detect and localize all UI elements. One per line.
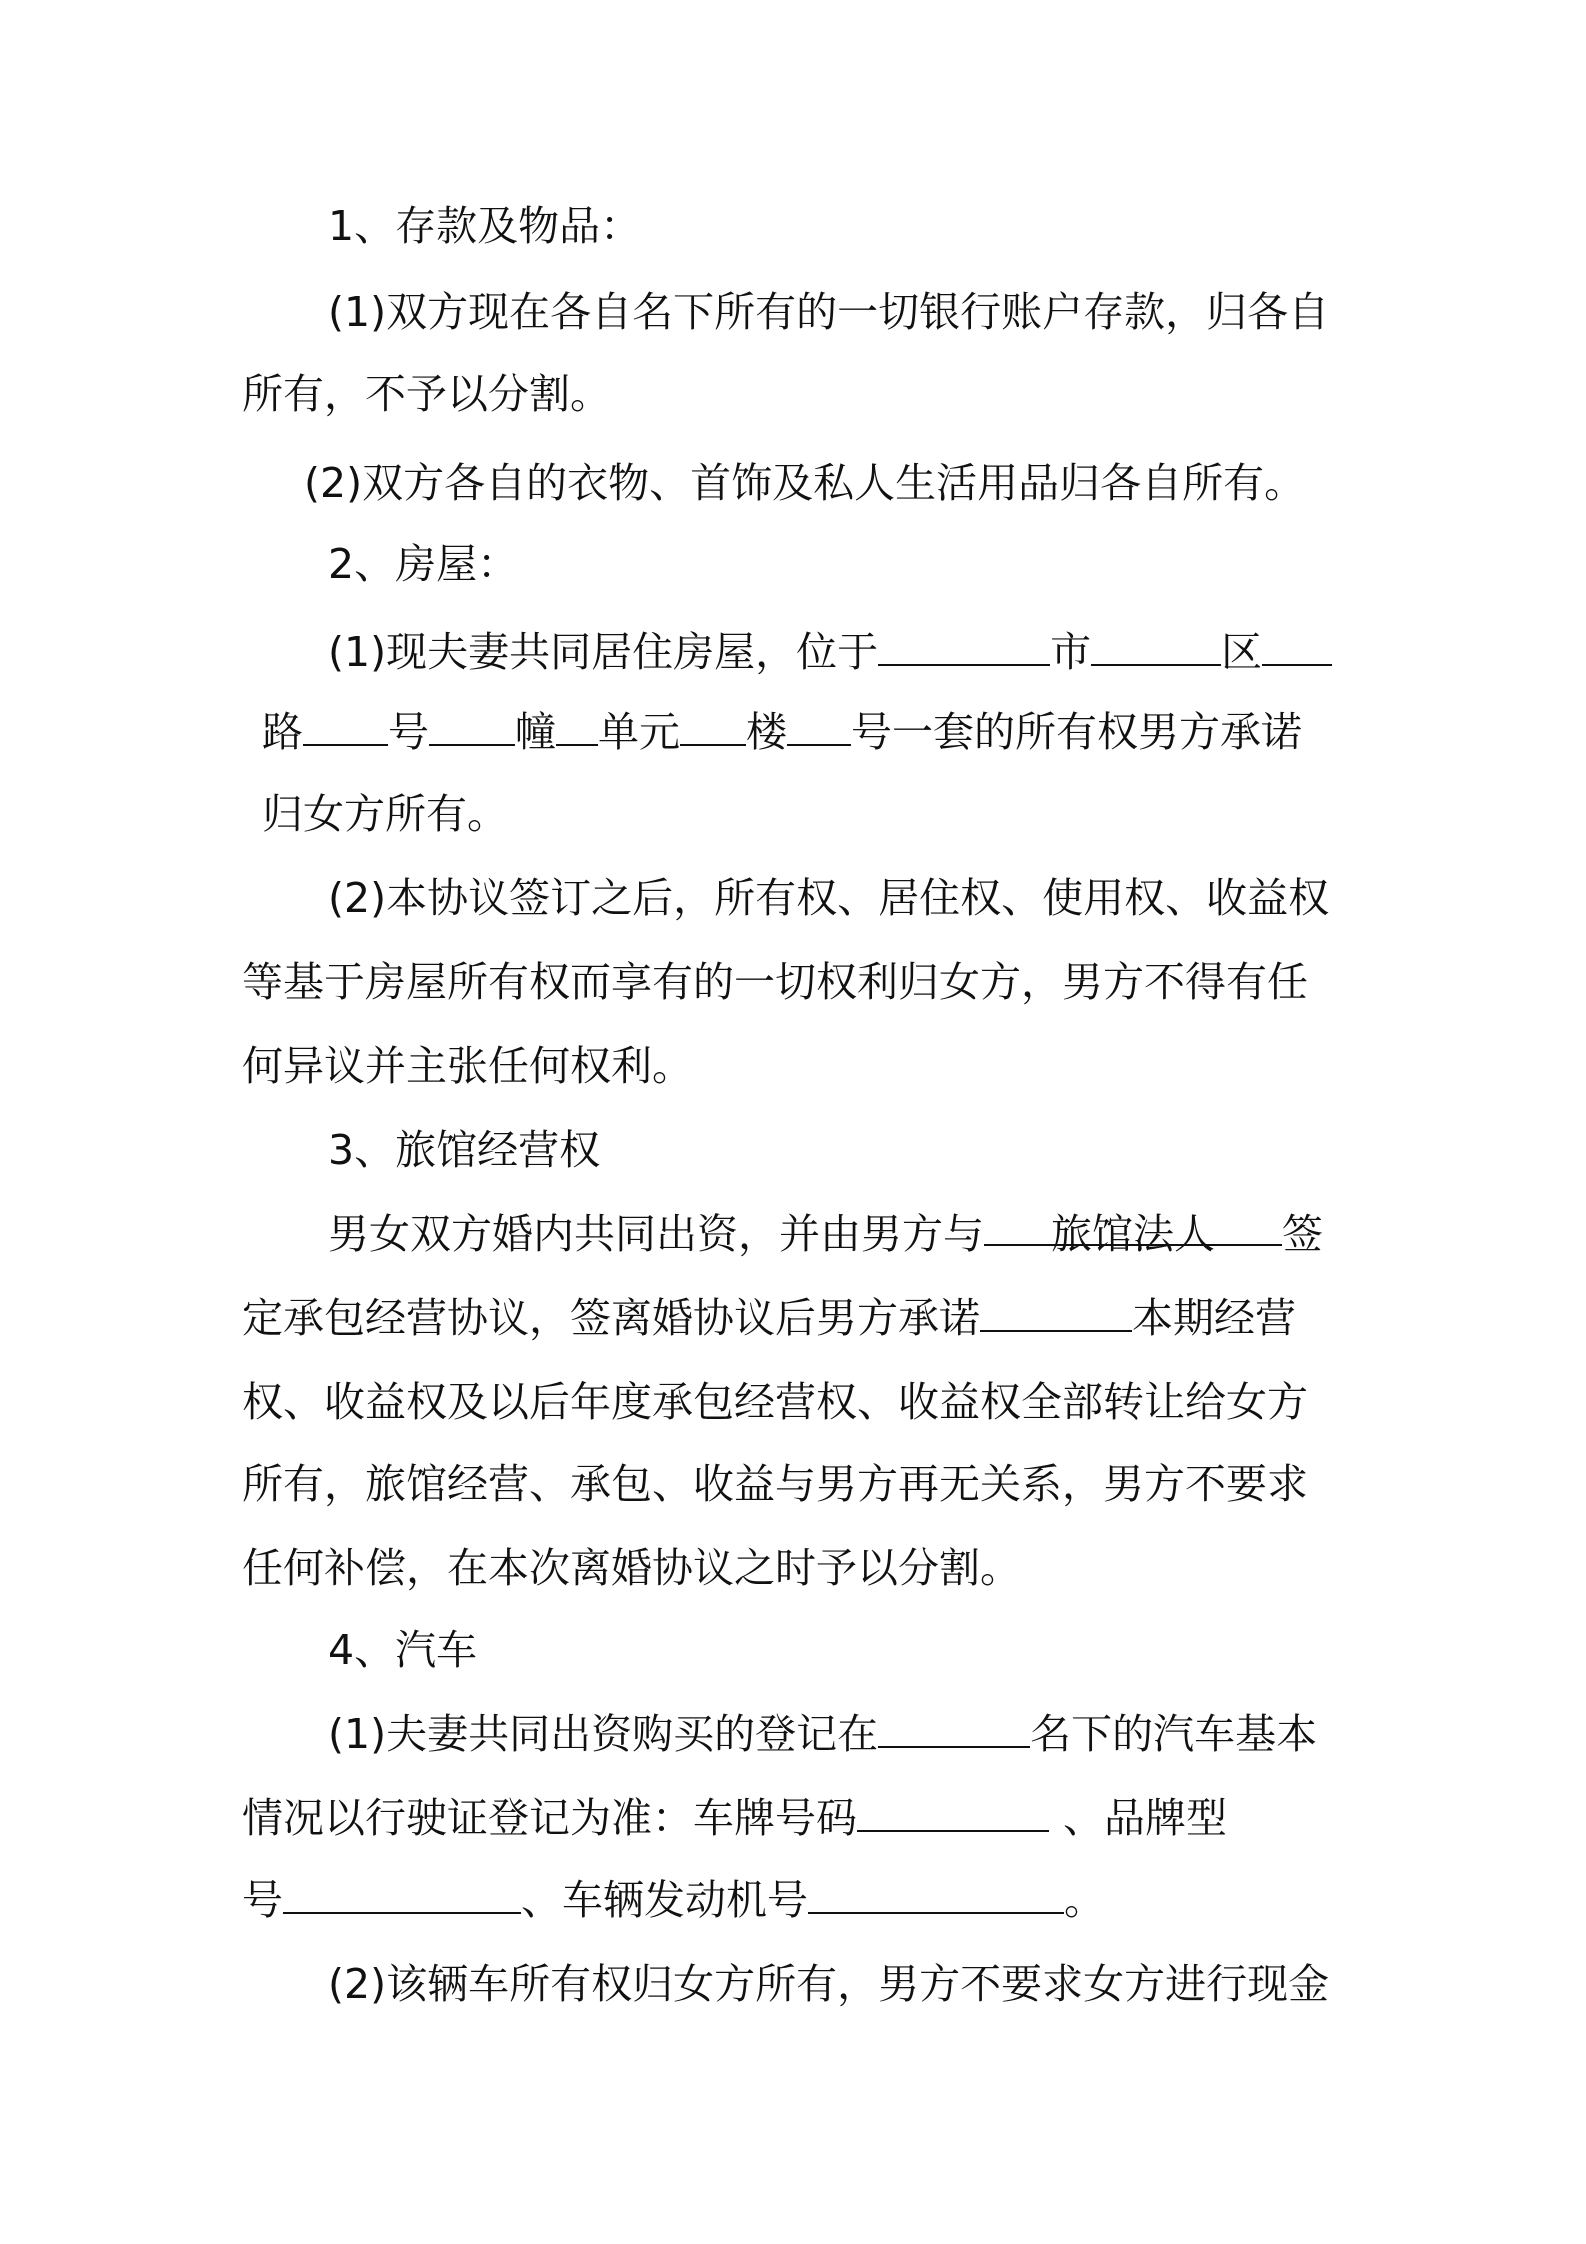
section-4-para-1-line-1 <box>328 1706 1317 1762</box>
section-4-para-1-line-3 <box>242 1872 1105 1928</box>
address-tail-text: 号一套的所有权男方承诺 <box>851 708 1302 756</box>
section-2-para-1-line-1 <box>328 624 1332 680</box>
section-3-line-3: 权、收益权及以后年度承包经营权、收益权全部转让给女方 <box>242 1378 1308 1426</box>
road-label: 路 <box>262 708 303 756</box>
plate-number-blank[interactable] <box>857 1792 1049 1832</box>
section-2-heading: 2、房屋： <box>328 540 519 588</box>
hotel-sign-text: 签 <box>1282 1210 1323 1258</box>
section-3-line-2 <box>242 1290 1296 1346</box>
section-2-para-1-line-2 <box>262 704 1302 760</box>
building-label: 幢 <box>515 708 556 756</box>
hotel-legal-person-field[interactable] <box>984 1206 1282 1258</box>
section-3-line-5: 任何补偿，在本次离婚协议之时予以分割。 <box>242 1544 1021 1592</box>
section-2-para-2-line-1: (2)本协议签订之后，所有权、居住权、使用权、收益权 <box>328 874 1330 922</box>
section-1-heading: 1、存款及物品： <box>328 202 642 250</box>
unit-label: 单元 <box>598 708 680 756</box>
section-2-para-2-line-2: 等基于房屋所有权而享有的一切权利归女方，男方不得有任 <box>242 958 1308 1006</box>
number-blank[interactable] <box>303 706 388 746</box>
section-2-para-1-line-3: 归女方所有。 <box>262 790 508 838</box>
district-blank[interactable] <box>1091 626 1221 666</box>
engine-number-label: 、车辆发动机号 <box>521 1876 808 1924</box>
road-blank[interactable] <box>1262 626 1332 666</box>
sentence-end-mark: 。 <box>1064 1876 1105 1924</box>
city-label: 市 <box>1050 628 1092 676</box>
section-2-para-2-line-3: 何异议并主张任何权利。 <box>242 1042 693 1090</box>
hotel-lead-text: 男女双方婚内共同出资，并由男方与 <box>328 1210 984 1258</box>
city-blank[interactable] <box>878 626 1050 666</box>
floor-blank[interactable] <box>680 706 746 746</box>
section-1-para-1-line-2: 所有，不予以分割。 <box>242 370 611 418</box>
car-owner-tail-text: 名下的汽车基本 <box>1030 1710 1318 1758</box>
engine-number-blank[interactable] <box>808 1874 1064 1914</box>
room-blank[interactable] <box>787 706 851 746</box>
section-4-heading: 4、汽车 <box>328 1626 478 1674</box>
hotel-contract-text: 定承包经营协议，签离婚协议后男方承诺 <box>242 1294 980 1342</box>
district-label: 区 <box>1221 628 1263 676</box>
brand-model-blank[interactable] <box>283 1874 521 1914</box>
hotel-period-text: 本期经营 <box>1132 1294 1296 1342</box>
section-4-para-1-line-2 <box>242 1790 1227 1846</box>
car-lead-text: (1)夫妻共同出资购买的登记在 <box>328 1710 879 1758</box>
unit-blank[interactable] <box>556 706 598 746</box>
section-1-para-1-line-1: (1)双方现在各自名下所有的一切银行账户存款，归各自 <box>328 288 1330 336</box>
section-3-line-4: 所有，旅馆经营、承包、收益与男方再无关系，男方不要求 <box>242 1460 1308 1508</box>
model-label-end: 号 <box>242 1876 283 1924</box>
floor-label: 楼 <box>746 708 787 756</box>
section-3-heading: 3、旅馆经营权 <box>328 1126 601 1174</box>
hotel-promise-blank[interactable] <box>980 1292 1132 1332</box>
brand-model-label: 、品牌型 <box>1063 1794 1227 1842</box>
address-lead-text: (1)现夫妻共同居住房屋，位于 <box>328 628 879 676</box>
section-1-para-2: (2)双方各自的衣物、首饰及私人生活用品归各自所有。 <box>304 459 1306 507</box>
plate-label: 情况以行驶证登记为准：车牌号码 <box>242 1794 857 1842</box>
number-label: 号 <box>388 708 429 756</box>
section-3-line-1 <box>328 1206 1323 1262</box>
section-4-para-2-line-1: (2)该辆车所有权归女方所有，男方不要求女方进行现金 <box>328 1960 1330 2008</box>
hotel-legal-person-value: 旅馆法人 <box>1051 1210 1215 1258</box>
building-blank[interactable] <box>429 706 515 746</box>
car-owner-blank[interactable] <box>878 1708 1030 1748</box>
